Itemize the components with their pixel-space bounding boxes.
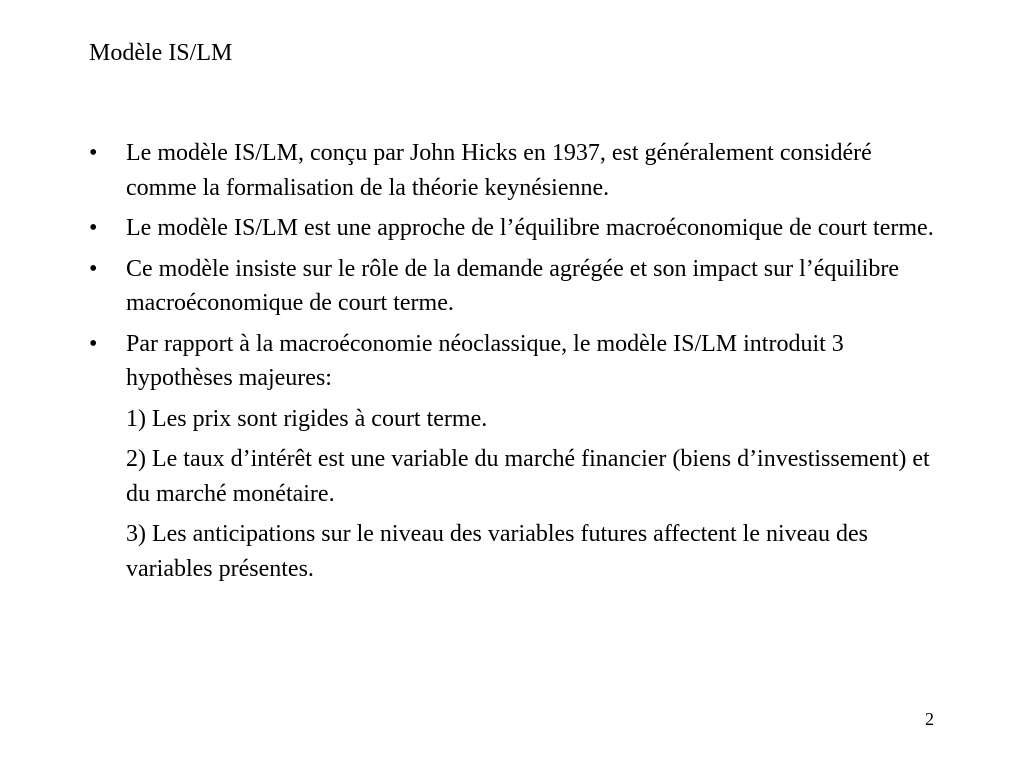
bullet-text: Par rapport à la macroéconomie néoclassique, le modèle IS/LM introduit 3 hypothèses majeures: xyxy=(126,330,844,391)
bullet-item xyxy=(89,211,939,246)
bullet-item xyxy=(89,252,939,321)
hypothesis-item: 1) Les prix sont rigides à court terme. xyxy=(126,405,488,432)
bullet-marker: • xyxy=(89,215,98,241)
page-number: 2 xyxy=(925,709,934,729)
slide-title: Modèle IS/LM xyxy=(89,40,233,66)
bullet-marker: • xyxy=(89,255,98,282)
bullet-marker: • xyxy=(89,330,98,357)
bullet-text: Le modèle IS/LM, conçu par John Hicks en 1937, est généralement considéré comme la formalisation de la théorie keynésienne. xyxy=(126,140,872,201)
bullet-item xyxy=(89,327,939,396)
hypothesis-item: 2) Le taux d’intérêt est une variable du marché financier (biens d’investissement) et du marché monétaire. xyxy=(126,446,930,507)
bullet-marker: • xyxy=(89,140,98,166)
slide-body xyxy=(89,136,939,592)
hypothesis-item: 3) Les anticipations sur le niveau des variables futures affectent le niveau des variables présentes. xyxy=(126,521,868,582)
bullet-text: Le modèle IS/LM est une approche de l’équilibre macroéconomique de court terme. xyxy=(126,215,934,241)
bullet-text: Ce modèle insiste sur le rôle de la demande agrégée et son impact sur l’équilibre macroéconomique de court terme. xyxy=(126,255,900,316)
bullet-item xyxy=(89,136,939,205)
